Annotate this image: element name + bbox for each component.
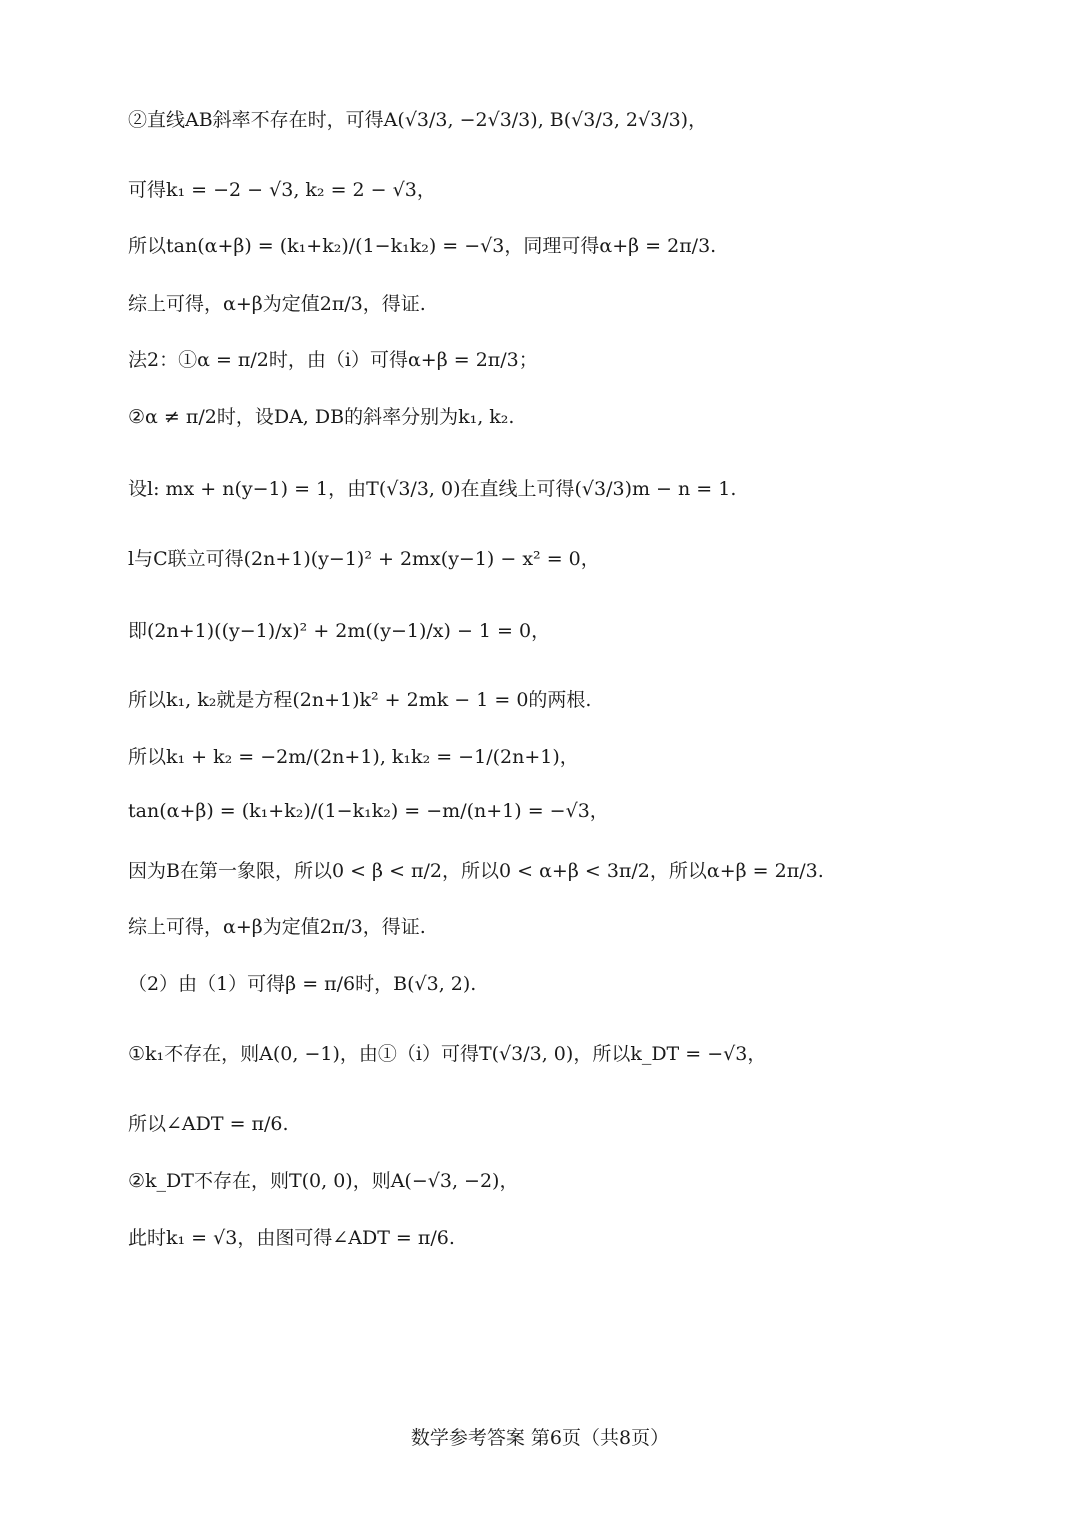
text-line: 设l: mx + n(y−1) = 1，由T(√3/3, 0)在直线上可得(√3/3)m − n = 1.	[128, 478, 737, 500]
text-line: 所以k₁ + k₂ = −2m/(2n+1), k₁k₂ = −1/(2n+1)，	[128, 746, 579, 768]
text-line: 综上可得，α+β为定值2π/3，得证.	[128, 916, 426, 938]
text-line: 所以tan(α+β) = (k₁+k₂)/(1−k₁k₂) = −√3，同理可得α+β = 2π/3.	[128, 235, 717, 257]
text-line: l与C联立可得(2n+1)(y−1)² + 2mx(y−1) − x² = 0，	[128, 548, 600, 570]
text-line: ②α ≠ π/2时，设DA, DB的斜率分别为k₁, k₂.	[128, 406, 515, 428]
text-line: 此时k₁ = √3，由图可得∠ADT = π/6.	[128, 1227, 455, 1249]
text-line: （2）由（1）可得β = π/6时，B(√3, 2).	[128, 973, 477, 995]
text-line: 可得k₁ = −2 − √3, k₂ = 2 − √3，	[128, 179, 436, 201]
text-line: 因为B在第一象限，所以0 < β < π/2，所以0 < α+β < 3π/2，所以α+β = 2π/3.	[128, 860, 824, 882]
text-line: tan(α+β) = (k₁+k₂)/(1−k₁k₂) = −m/(n+1) = −√3，	[128, 800, 609, 822]
text-line: 法2：①α = π/2时，由（i）可得α+β = 2π/3；	[128, 349, 538, 371]
text-line: ①k₁不存在，则A(0, −1)，由①（i）可得T(√3/3, 0)，所以k_DT = −√3，	[128, 1043, 767, 1065]
text-line: ②k_DT不存在，则T(0, 0)，则A(−√3, −2)，	[128, 1170, 519, 1192]
text-line: ②直线AB斜率不存在时，可得A(√3/3, −2√3/3), B(√3/3, 2√3/3)，	[128, 109, 708, 131]
text-line: 即(2n+1)((y−1)/x)² + 2m((y−1)/x) − 1 = 0，	[128, 620, 551, 642]
text-line: 所以∠ADT = π/6.	[128, 1113, 289, 1135]
text-line: 所以k₁, k₂就是方程(2n+1)k² + 2mk − 1 = 0的两根.	[128, 689, 592, 711]
page-footer: 数学参考答案 第6页（共8页）	[410, 1427, 670, 1449]
text-line: 综上可得，α+β为定值2π/3，得证.	[128, 293, 426, 315]
